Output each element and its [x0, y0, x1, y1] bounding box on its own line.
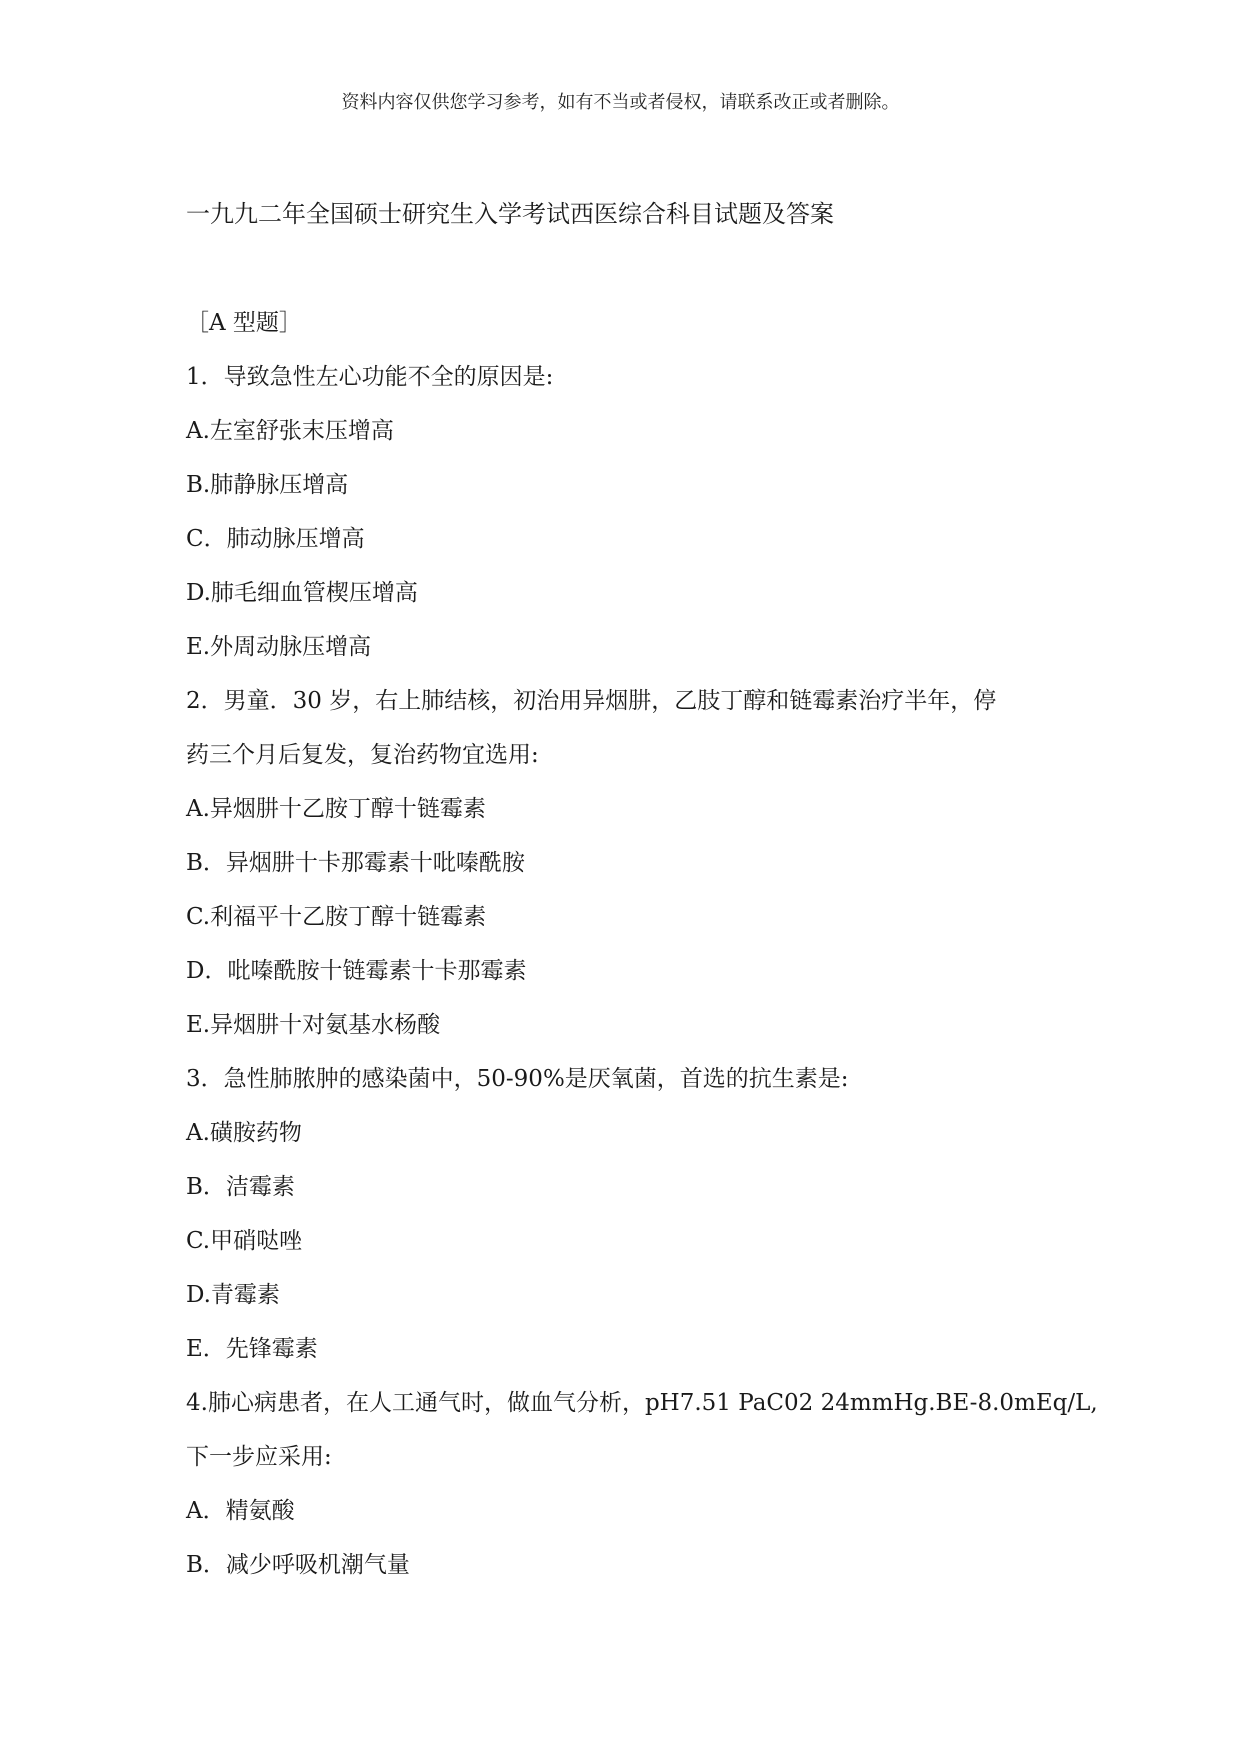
question-2: 2．男童．30 岁，右上肺结核，初治用异烟肼，乙肢丁醇和链霉素治疗半年，停 [186, 688, 997, 714]
question-2-continued: 药三个月后复发，复治药物宜选用: [186, 742, 539, 768]
header-note: 资料内容仅供您学习参考，如有不当或者侵权，请联系改正或者删除。 [341, 92, 900, 113]
question-4-option-b: B．减少呼吸机潮气量 [186, 1552, 410, 1578]
section-heading: ［A 型题］ [186, 310, 302, 336]
question-3-option-e: E．先锋霉素 [186, 1336, 318, 1362]
question-2-option-d: D．吡嗪酰胺十链霉素十卡那霉素 [186, 958, 527, 984]
question-3-option-b: B．洁霉素 [186, 1174, 295, 1200]
question-1-option-d: D.肺毛细血管楔压增高 [186, 580, 418, 606]
question-4: 4.肺心病患者，在人工通气时，做血气分析，pH7.51 PaC02 24mmHg.BE-8.0mEq/L, [186, 1390, 1098, 1416]
question-4-option-a: A．精氨酸 [186, 1498, 295, 1524]
question-3-option-a: A.磺胺药物 [186, 1120, 302, 1146]
document-body [186, 296, 1098, 1592]
document-title: 一九九二年全国硕士研究生入学考试西医综合科目试题及答案 [186, 200, 834, 228]
question-3-option-d: D.青霉素 [186, 1282, 280, 1308]
question-2-option-a: A.异烟肼十乙胺丁醇十链霉素 [186, 796, 486, 822]
question-1-option-c: C．肺动脉压增高 [186, 526, 365, 552]
question-1-option-b: B.肺静脉压增高 [186, 472, 349, 498]
question-2-option-c: C.利福平十乙胺丁醇十链霉素 [186, 904, 487, 930]
question-1-option-e: E.外周动脉压增高 [186, 634, 372, 660]
question-1: 1．导致急性左心功能不全的原因是: [186, 364, 554, 390]
question-3: 3．急性肺脓肿的感染菌中，50-90%是厌氧菌，首选的抗生素是: [186, 1066, 849, 1092]
question-3-option-c: C.甲硝哒唑 [186, 1228, 303, 1254]
question-2-option-e: E.异烟肼十对氨基水杨酸 [186, 1012, 441, 1038]
question-4-continued: 下一步应采用: [186, 1444, 332, 1470]
question-2-option-b: B．异烟肼十卡那霉素十吡嗪酰胺 [186, 850, 525, 876]
question-1-option-a: A.左室舒张末压增高 [186, 418, 394, 444]
